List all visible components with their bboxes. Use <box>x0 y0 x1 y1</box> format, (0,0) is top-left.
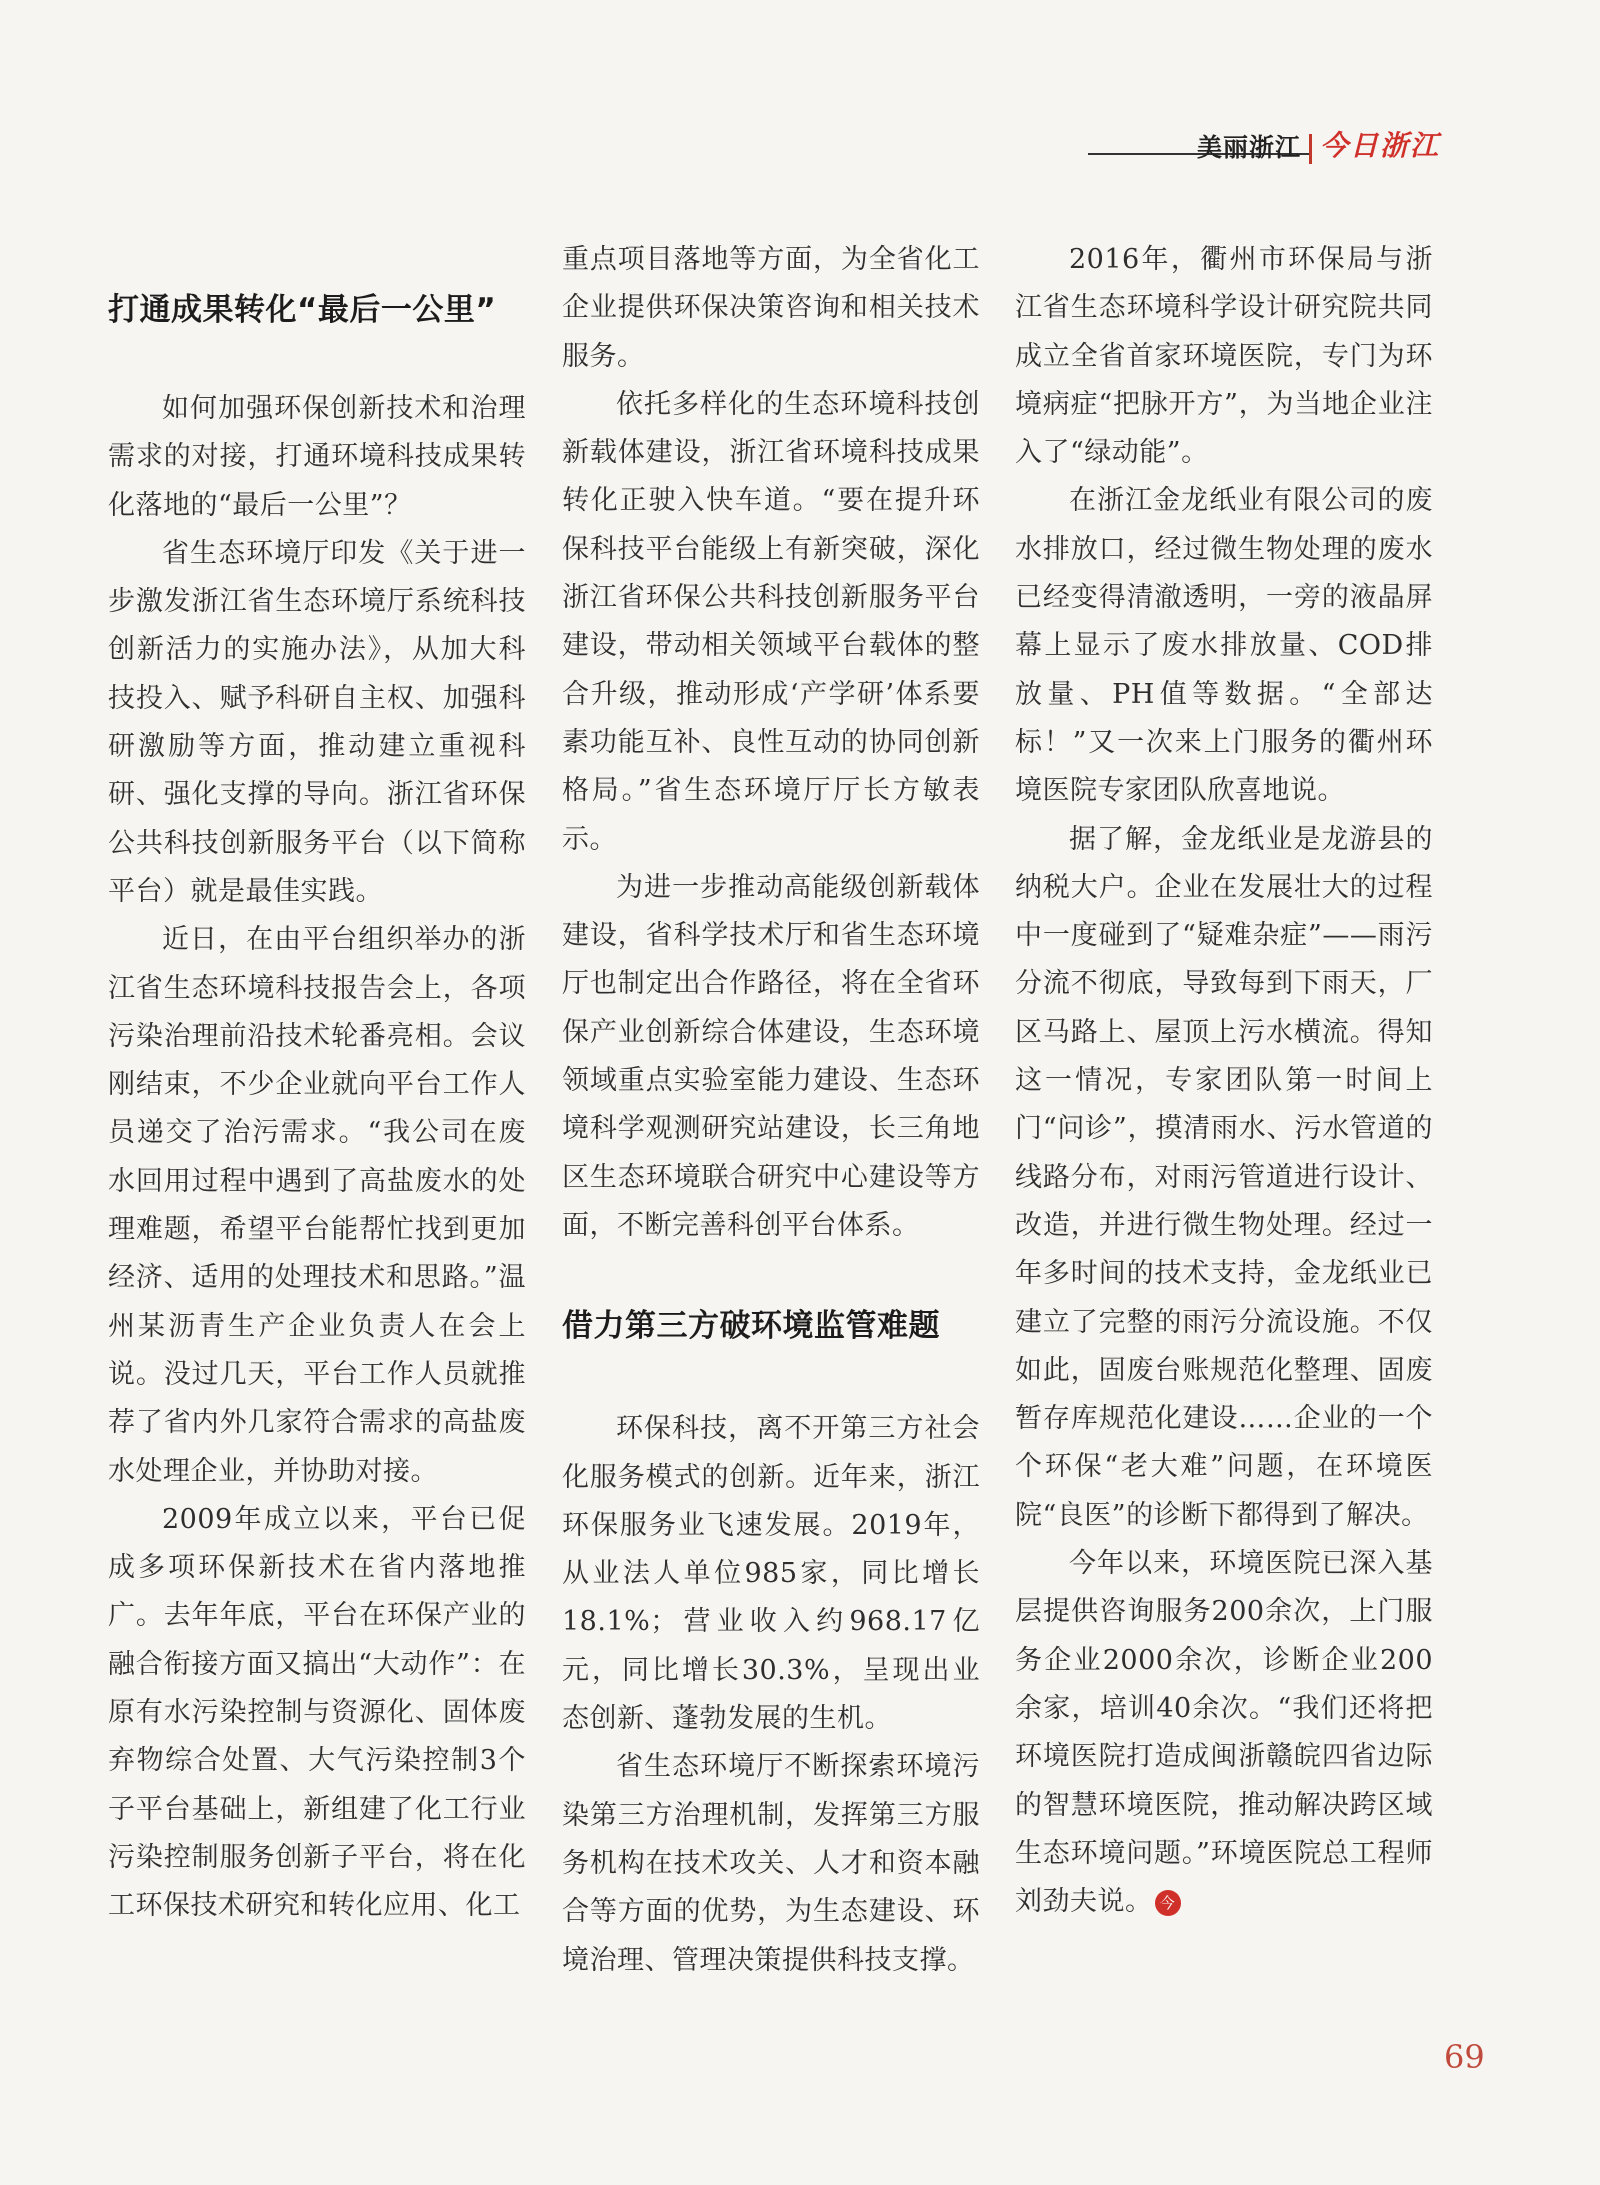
paragraph-continued: 重点项目落地等方面，为全省化工企业提供环保决策咨询和相关技术服务。 <box>562 244 980 372</box>
paragraph: 据了解，金龙纸业是龙游县的纳税大户。企业在发展壮大的过程中一度碰到了“疑难杂症”——雨污分流不彻底，导致每到下雨天，厂区马路上、屋顶上污水横流。得知这一情况，专家团队第一时间上门“问诊”，摸清雨水、污水管道的线路分布，对雨污管道进行设计、改造，并进行微生物处理。经过一年多时间的技术支持，金龙纸业已建立了完整的雨污分流设施。不仅如此，固废台账规范化整理、固废暂存库规范化建设……企业的一个个环保“老大难”问题，在环境医院“良医”的诊断下都得到了解决。 <box>1015 823 1433 1531</box>
paragraph: 依托多样化的生态环境科技创新载体建设，浙江省环境科技成果转化正驶入快车道。“要在提升环保科技平台能级上有新突破，深化浙江省环保公共科技创新服务平台建设，带动相关领域平台载体的整合升级，推动形成‘产学研’体系要素功能互补、良性互动的协同创新格局。”省生态环境厅厅长方敏表示。 <box>562 388 980 855</box>
paragraph: 为进一步推动高能级创新载体建设，省科学技术厅和省生态环境厅也制定出合作路径，将在全省环保产业创新综合体建设，生态环境领域重点实验室能力建设、生态环境科学观测研究站建设，长三角地区生态环境联合研究中心建设等方面，不断完善科创平台体系。 <box>562 871 980 1241</box>
paragraph: 省生态环境厅印发《关于进一步激发浙江省生态环境厅系统科技创新活力的实施办法》，从加大科技投入、赋予科研自主权、加强科研激励等方面，推动建立重视科研、强化支撑的导向。浙江省环保公共科技创新服务平台（以下简称平台）就是最佳实践。 <box>108 537 526 907</box>
column-2 <box>562 236 980 1985</box>
paragraph: 如何加强环保创新技术和治理需求的对接，打通环境科技成果转化落地的“最后一公里”？ <box>108 393 526 521</box>
paragraph: 近日，在由平台组织举办的浙江省生态环境科技报告会上，各项污染治理前沿技术轮番亮相。会议刚结束，不少企业就向平台工作人员递交了治污需求。“我公司在废水回用过程中遇到了高盐废水的处理难题，希望平台能帮忙找到更加经济、适用的处理技术和思路。”温州某沥青生产企业负责人在会上说。没过几天，平台工作人员就推荐了省内外几家符合需求的高盐废水处理企业，并协助对接。 <box>108 924 526 1487</box>
paragraph: 2009年成立以来，平台已促成多项环保新技术在省内落地推广。去年年底，平台在环保产业的融合衔接方面又搞出“大动作”：在原有水污染控制与资源化、固体废弃物综合处置、大气污染控制3个子平台基础上，新组建了化工行业污染控制服务创新子平台，将在化工环保技术研究和转化应用、化工 <box>108 1503 526 1922</box>
column-1 <box>108 236 526 1931</box>
column-3 <box>1015 236 1433 1926</box>
magazine-logo: 今日浙江 <box>1319 129 1440 162</box>
end-mark-icon: 今 <box>1155 1890 1181 1916</box>
page-number: 69 <box>1444 2038 1485 2076</box>
page-header <box>1197 124 1440 164</box>
header-section-title: 美丽浙江 <box>1196 133 1301 162</box>
paragraph <box>1015 1540 1433 1926</box>
paragraph: 在浙江金龙纸业有限公司的废水排放口，经过微生物处理的废水已经变得清澈透明，一旁的液晶屏幕上显示了废水排放量、COD排放量、PH值等数据。“全部达标！”又一次来上门服务的衢州环境医院专家团队欣喜地说。 <box>1015 485 1433 807</box>
paragraph: 环保科技，离不开第三方社会化服务模式的创新。近年来，浙江环保服务业飞速发展。2019年，从业法人单位985家，同比增长18.1%；营业收入约968.17亿元，同比增长30.3%，呈现出业态创新、蓬勃发展的生机。 <box>562 1413 980 1735</box>
section-heading-2: 借力第三方破环境监管难题 <box>562 1308 940 1345</box>
paragraph-text: 今年以来，环境医院已深入基层提供咨询服务200余次，上门服务企业2000余次，诊断企业200余家，培训40余次。“我们还将把环境医院打造成闽浙赣皖四省边际的智慧环境医院，推动解决跨区域生态环境问题。”环境医院总工程师刘劲夫说。 <box>1015 1548 1433 1918</box>
section-heading-1: 打通成果转化“最后一公里” <box>108 292 497 328</box>
paragraph: 2016年，衢州市环保局与浙江省生态环境科学设计研究院共同成立全省首家环境医院，专门为环境病症“把脉开方”，为当地企业注入了“绿动能”。 <box>1015 244 1433 469</box>
paragraph: 省生态环境厅不断探索环境污染第三方治理机制，发挥第三方服务机构在技术攻关、人才和资本融合等方面的优势，为生态建设、环境治理、管理决策提供科技支撑。 <box>562 1751 980 1976</box>
header-divider <box>1309 134 1312 164</box>
